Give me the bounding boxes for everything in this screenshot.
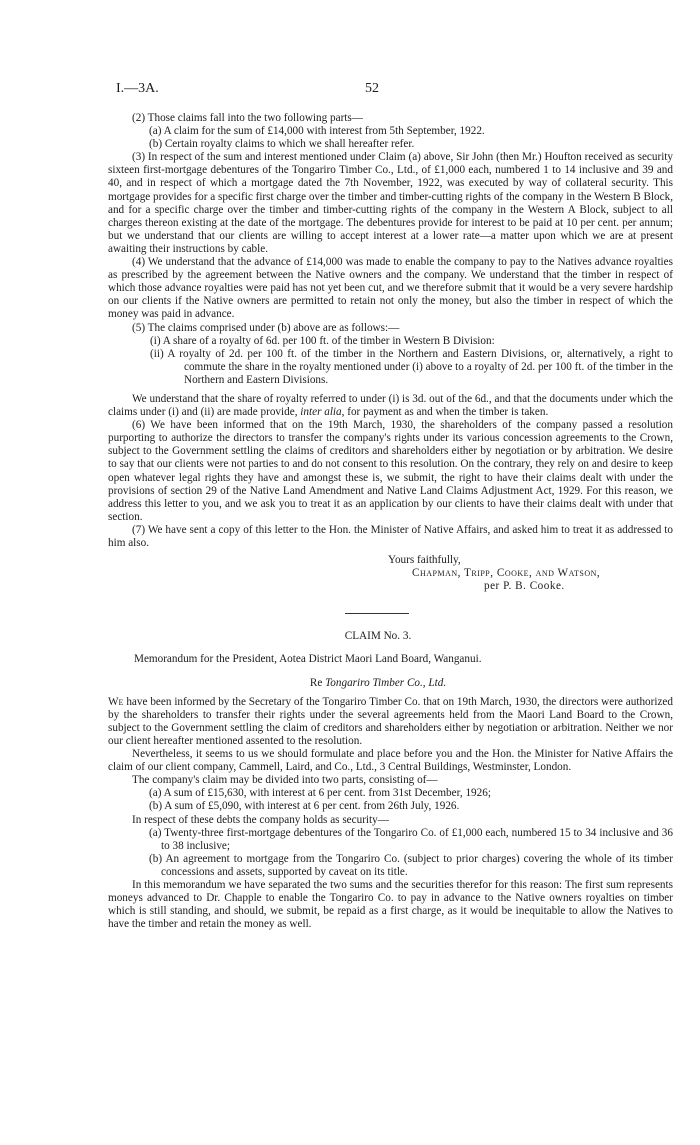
section-divider	[345, 613, 409, 614]
memo-paragraph-1	[108, 696, 673, 748]
note-latin: inter alia	[300, 406, 342, 419]
paragraph-5-i: (i) A share of a royalty of 6d. per 100 ft. of the timber in Western B Division:	[150, 334, 495, 347]
re-subject: Tongariro Timber Co., Ltd.	[325, 676, 447, 689]
memo-security-a: (a) Twenty-three first-mortgage debentures of the Tongariro Co. of £1,000 each, numbered 15 to 34 inclusive and 36 to 38 inclusive;	[149, 826, 673, 852]
paragraph-6: (6) We have been informed that on the 19th March, 1930, the shareholders of the company passed a resolution purporting to authorize the directors to transfer the company's rights under its various concession agreements to the Crown, subject to the Government settling the claims of creditors and shareholders either by negotiation or by arbitration. We desire to say that our clients were not parties to and do not consent to this resolution. On the contrary, they rely on and desire to keep open whatever legal rights they have and amongst these is, we submit, the right to have their claims dealt with under the provisions of section 29 of the Native Land Amendment and Native Land Claims Adjustment Act, 1929. For this reason, we address this letter to you, and we ask you to treat it as an application by our clients to have their claims dealt with under that section.	[108, 419, 673, 523]
memo-claim-b: (b) A sum of £5,090, with interest at 6 per cent. from 26th July, 1926.	[149, 800, 460, 813]
paragraph-2: (2) Those claims fall into the two following parts—	[132, 112, 363, 124]
document-body	[108, 112, 673, 931]
note-text-a: We understand that the share of royalty referred to under (i) is 3d. out of the 6d., and that the documents under which the claims under (i) and (ii) are made provide,	[108, 392, 673, 419]
page-reference: I.—3A.	[116, 81, 159, 96]
paragraph-3: (3) In respect of the sum and interest mentioned under Claim (a) above, Sir John (then Mr.) Houfton received as security sixteen first-mortgage debentures of the Tongariro Timber Co., Ltd., of £1,000 each, numbered 1 to 14 inclusive and 39 and 40, and in respect of which a mortgage dated the 7th November, 1922, was executed by way of collateral security. This mortgage provides for a specific first charge over the timber and timber-cutting rights of the company in the Western B Block, and for a specific charge over the timber and timber-cutting rights of the company in the Western A Block, subject to all charges thereon existing at the date of the mortgage. The debentures provide for interest to be paid at 10 per cent. per annum; but we understand that our clients are willing to accept interest at a lower rate—a matter upon which we are at present awaiting their instructions by cable.	[108, 151, 673, 255]
memo-paragraph-2: Nevertheless, it seems to us we should formulate and place before you and the Hon. the Minister for Native Affairs the claim of our client company, Cammell, Laird, and Co., Ltd., 3 Central Buildings, Westminster, London.	[108, 748, 673, 774]
paragraph-7: (7) We have sent a copy of this letter to the Hon. the Minister of Native Affairs, and asked him to treat it as addressed to him also.	[108, 523, 673, 549]
memo-heading: Memorandum for the President, Aotea District Maori Land Board, Wanganui.	[134, 653, 482, 666]
paragraph-5-note	[108, 393, 673, 419]
memo-claim-a: (a) A sum of £15,630, with interest at 6 per cent. from 31st December, 1926;	[149, 787, 491, 800]
per-line: per P. B. Cooke.	[484, 580, 565, 593]
paragraph-5-ii: (ii) A royalty of 2d. per 100 ft. of the timber in the Northern and Eastern Divisions, or, alternatively, a right to commute the share in the royalty mentioned under (i) above to a royalty of 2d. per 100 ft. of the timber in the Northern and Eastern Divisions.	[150, 347, 673, 386]
closing: Yours faithfully,	[388, 554, 461, 567]
note-text-b: , for payment as and when the timber is taken.	[341, 406, 549, 419]
re-line	[108, 677, 648, 690]
re-prefix: Re	[309, 676, 323, 689]
paragraph-5: (5) The claims comprised under (b) above are as follows:—	[132, 321, 400, 334]
signatory: Chapman, Tripp, Cooke, and Watson,	[412, 567, 601, 580]
memo-lead-word: We	[108, 695, 124, 708]
signature-block	[108, 554, 673, 593]
memo-paragraph-5: In this memorandum we have separated the two sums and the securities therefor for this reason: The first sum represents moneys advanced to Dr. Chapple to enable the Tongariro Co. to pay in advance to the Native owners royalties on timber which is still standing, and should, we submit, be repaid as a first charge, as it would be inequitable to allow the Natives to have the timber and retain the money as well.	[108, 878, 673, 931]
memo-paragraph-1-text: have been informed by the Secretary of the Tongariro Timber Co. that on 19th March, 1930, the directors were authorized by the shareholders to transfer their rights under the several agreements held from the Maori Land Board to the Crown, subject to the Government settling the claim of creditors and shareholders either by negotiation or arbitration. Neither we nor our client hereafter mentioned assented to the resolution.	[108, 695, 673, 747]
page-number: 52	[365, 81, 379, 96]
paragraph-4: (4) We understand that the advance of £14,000 was made to enable the company to pay to the Natives advance royalties as prescribed by the agreement between the Native owners and the company. We understand that the timber in respect of which those advance royalties were paid has not yet been cut, and we therefore submit that it would be a very severe hardship on our clients if the Native owners are permitted to retain not only the money, but also the timber in respect of which the money was paid in advance.	[108, 256, 673, 321]
paragraph-2b: (b) Certain royalty claims to which we shall hereafter refer.	[149, 138, 415, 151]
paragraph-2a: (a) A claim for the sum of £14,000 with interest from 5th September, 1922.	[149, 125, 485, 138]
memo-paragraph-3: The company's claim may be divided into two parts, consisting of—	[132, 774, 438, 787]
claim-title: CLAIM No. 3.	[344, 630, 412, 643]
memo-security-b: (b) An agreement to mortgage from the Tongariro Co. (subject to prior charges) covering the whole of its timber concessions and assets, supported by caveat on its title.	[149, 852, 673, 878]
memo-paragraph-4: In respect of these debts the company holds as security—	[132, 813, 389, 826]
